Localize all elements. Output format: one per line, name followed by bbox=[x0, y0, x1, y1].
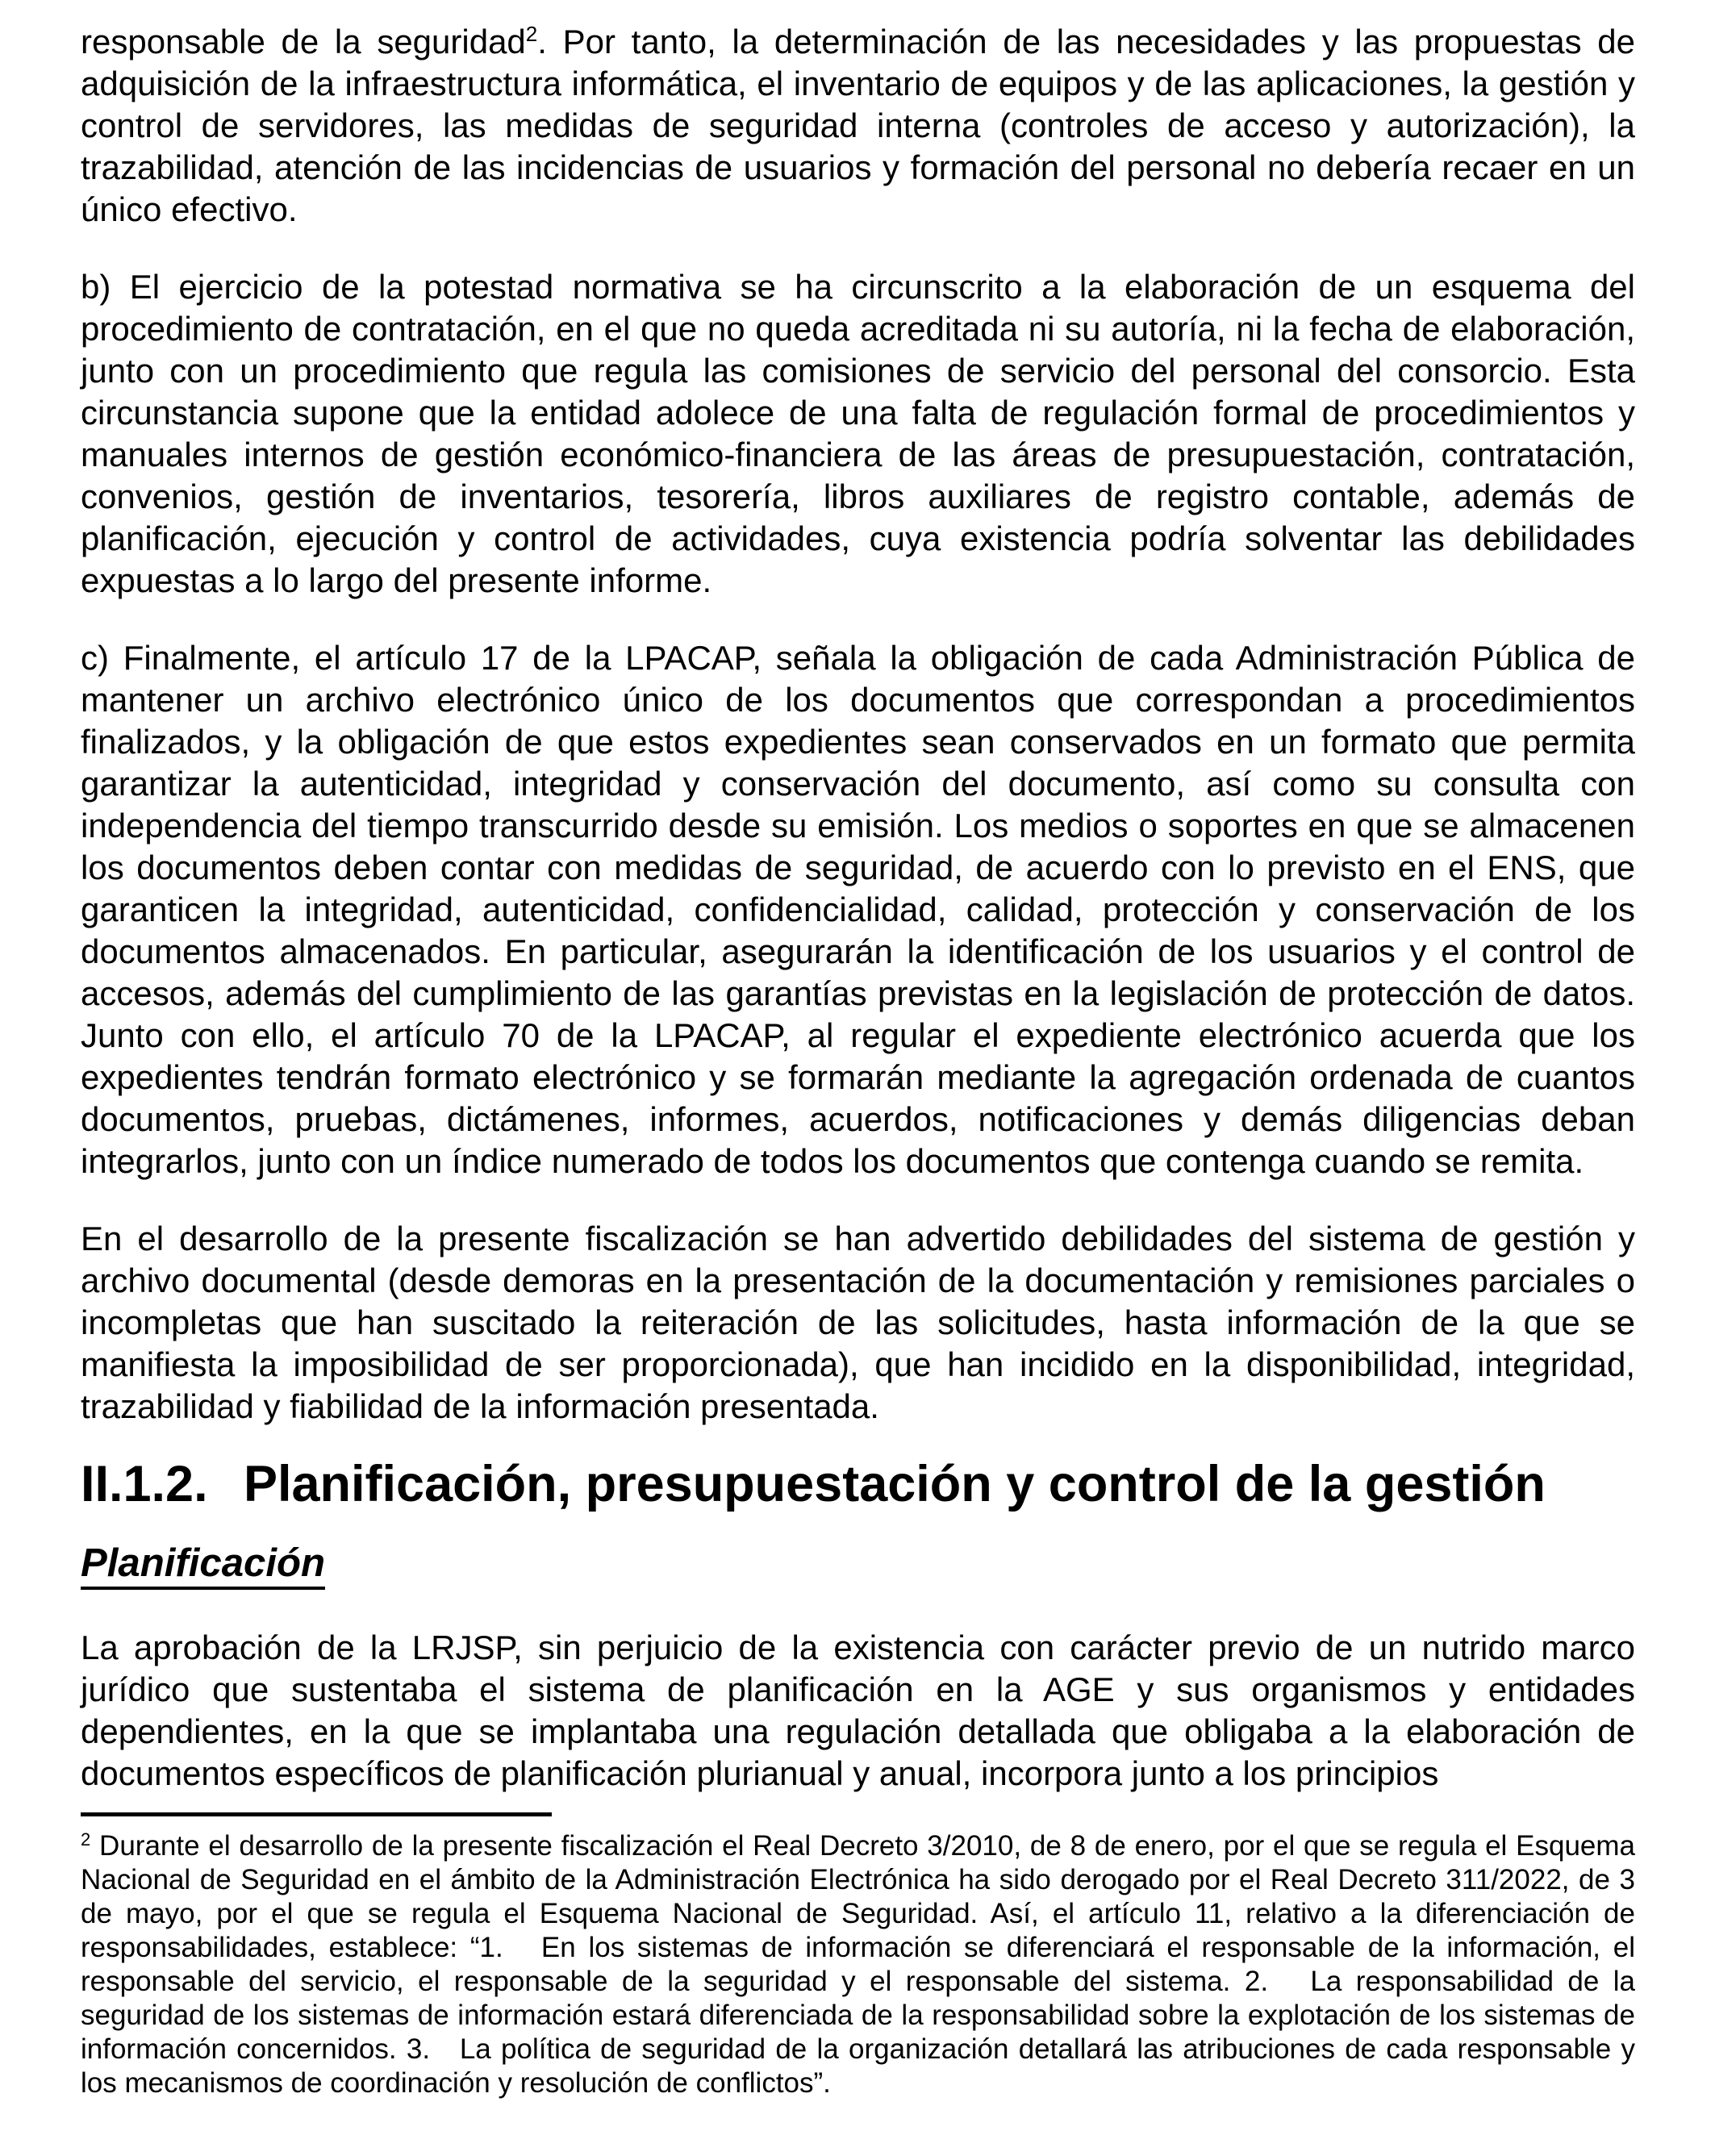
section-heading-title: Planificación, presupuestación y control de la gestión bbox=[244, 1456, 1546, 1512]
footnote-marker: 2 bbox=[81, 1829, 91, 1849]
subsection-heading-text: Planificación bbox=[81, 1542, 325, 1590]
paragraph-aprobacion: La aprobación de la LRJSP, sin perjuicio de la existencia con carácter previo de un nutrido marco jurídico que sustentaba el sistema de planificación en la AGE y sus organismos y entidades dependientes, en la que se implantaba una regulación detallada que obligaba a la elaboración de documentos específicos de planificación plurianual y anual, incorpora junto a los principios bbox=[81, 1628, 1635, 1792]
paragraph-item-c: c) Finalmente, el artículo 17 de la LPACAP, señala la obligación de cada Administración Pública de mantener un archivo electrónico único de los documentos que correspondan a procedimientos finalizados, y la obligación de que estos expedientes sean conservados en un formato que permita garantizar la autenticidad, integridad y conservación del documento, así como su consulta con independencia del tiempo transcurrido desde su emisión. Los medios o soportes en que se almacenen los documentos deben contar con medidas de seguridad, de acuerdo con lo previsto en el ENS, que garanticen la integridad, autenticidad, confidencialidad, calidad, protección y conservación de los documentos almacenados. En particular, asegurarán la identificación de los usuarios y el control de accesos, además del cumplimiento de las garantías previstas en la legislación de protección de datos. Junto con ello, el artículo 70 de la LPACAP, al regular el expediente electrónico acuerda que los expedientes tendrán formato electrónico y se formarán mediante la agregación ordenada de cuantos documentos, pruebas, dictámenes, informes, acuerdos, notificaciones y demás diligencias deban integrarlos, junto con un índice numerado de todos los documentos que contenga cuando se remita. bbox=[81, 639, 1635, 1180]
footnote-text: Durante el desarrollo de la presente fiscalización el Real Decreto 3/2010, de 8 de enero, por el que se regula el Esquema Nacional de Seguridad en el ámbito de la Administración Electrónica ha sido derogado por el Real Decreto 311/2022, de 3 de mayo, por el que se regula el Esquema Nacional de Seguridad. Así, el artículo 11, relativo a la diferenciación de responsabilidades, establece: “1. En los sistemas de información se diferenciará el responsable de la información, el responsable del servicio, el responsable de la seguridad y el responsable del sistema. 2. La responsabilidad de la seguridad de los sistemas de información estará diferenciada de la responsabilidad sobre la explotación de los sistemas de información concernidos. 3. La política de seguridad de la organización detallará las atribuciones de cada responsable y los mecanismos de coordinación y resolución de conflictos”. bbox=[81, 1830, 1635, 2099]
paragraph-text: responsable de la seguridad bbox=[81, 23, 526, 60]
paragraph-item-b: b) El ejercicio de la potestad normativa se ha circunscrito a la elaboración de un esquema del procedimiento de contratación, en el que no queda acreditada ni su autoría, ni la fecha de elaboración, junto con un procedimiento que regula las comisiones de servicio del personal del consorcio. Esta circunstancia supone que la entidad adolece de una falta de regulación formal de procedimientos y manuales internos de gestión económico-financiera de las áreas de presupuestación, contratación, convenios, gestión de inventarios, tesorería, libros auxiliares de registro contable, además de planificación, ejecución y control de actividades, cuya existencia podría solventar las debilidades expuestas a lo largo del presente informe. bbox=[81, 268, 1635, 599]
subsection-heading bbox=[81, 1542, 1635, 1590]
footnote-reference-superscript: 2 bbox=[525, 22, 538, 46]
paragraph-fiscalizacion: En el desarrollo de la presente fiscalización se han advertido debilidades del sistema de gestión y archivo documental (desde demoras en la presentación de la documentación y remisiones parciales o incompletas que han suscitado la reiteración de las solicitudes, hasta información de la que se manifiesta la imposibilidad de ser proporcionada), que han incidido en la disponibilidad, integridad, trazabilidad y fiabilidad de la información presentada. bbox=[81, 1220, 1635, 1425]
footnote-separator-line bbox=[81, 1812, 552, 1816]
section-heading bbox=[81, 1456, 1635, 1512]
paragraph-continuation bbox=[81, 21, 1635, 231]
footnote bbox=[81, 1829, 1635, 2100]
paragraph-text: . Por tanto, la determinación de las necesidades y las propuestas de adquisición de la infraestructura informática, el inventario de equipos y de las aplicaciones, la gestión y control de servidores, las medidas de seguridad interna (controles de acceso y autorización), la trazabilidad, atención de las incidencias de usuarios y formación del personal no debería recaer en un único efectivo. bbox=[81, 23, 1635, 228]
section-heading-number: II.1.2. bbox=[81, 1456, 208, 1512]
